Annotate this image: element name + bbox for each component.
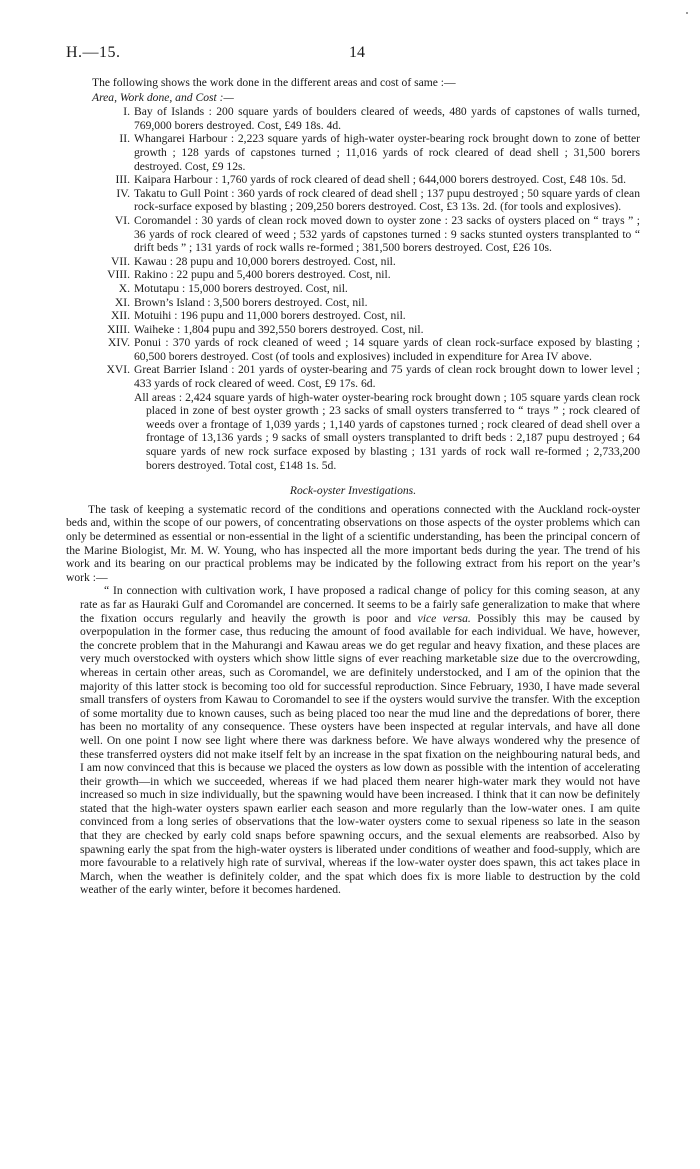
intro-text: The following shows the work done in the different areas and cost of same :— [92, 76, 456, 89]
area-number: XI. [114, 295, 130, 309]
area-number: VII. [111, 254, 130, 268]
area-text: Kawau : 28 pupu and 10,000 borers destroyed. Cost, nil. [134, 254, 396, 268]
area-number: XIII. [107, 322, 130, 336]
area-number: XII. [111, 309, 130, 323]
quote-italic-phrase: vice versa. [417, 611, 471, 625]
list-item [66, 187, 640, 214]
page-corner-mark [686, 12, 688, 14]
area-text: Whangarei Harbour : 2,223 square yards of high-water oyster-bearing rock brought down to zone of better growth ; 128 yards of capstones turned ; 11,016 yards of rock cleared of dead shell ; 31,500 borers destroyed. Cost, £9 12s. [134, 132, 640, 173]
list-item [66, 214, 640, 255]
area-text: Ponui : 370 yards of rock cleaned of weed ; 14 square yards of clean rock-surface exposed by blasting ; 60,500 borers destroyed. Cost (of tools and explosives) included in expenditure for Area IV above. [134, 336, 640, 363]
area-number: IV. [116, 186, 130, 200]
area-heading: Area, Work done, and Cost :— [92, 90, 234, 104]
section-title: Rock-oyster Investigations. [289, 484, 417, 498]
area-text: Motuihi : 196 pupu and 11,000 borers destroyed. Cost, nil. [134, 309, 406, 323]
page-number: 14 [349, 44, 365, 61]
body-paragraph: The task of keeping a systematic record of the conditions and operations connected with the Auckland rock-oyster beds and, within the scope of our powers, of concentrating observations on those aspects of the oyster problems which can only be determined as essential or non-essential in the light of a scientific understanding, has been the principal concern of the Marine Biologist, Mr. M. W. Young, who has inspected all the more important beds during the year. The trend of his work and its bearing on our practical problems may be indicated by the following extract from his report on the year’s work :— [66, 502, 640, 584]
list-item [66, 132, 640, 173]
list-item [66, 255, 640, 269]
area-text: Coromandel : 30 yards of clean rock moved down to oyster zone : 23 sacks of oysters placed on “ trays ” ; 36 yards of rock cleared of weed ; 532 yards of capstones turned : 9 sacks stunted oysters transplanted to “ drift beds ” ; 131 yards of rock walls re-formed ; 381,500 borers destroyed. Cost, £26 10s. [134, 213, 640, 255]
list-item [66, 309, 640, 323]
page-content [66, 76, 640, 897]
area-list [66, 105, 640, 390]
quote-text-part2: Possibly this may be caused by overpopulation in the former case, thus reducing the amount of food available for each individual. We have, however, the concrete problem that in the Mahurangi and Kawau areas we do get regular and heavy fixation, and these places are very much overstocked with oysters which show little signs of ever reaching marketable size due to the overcrowding, whereas in certain other areas, such as Coromandel, we are definitely understocked, and I am of the opinion that the majority of this latter stock is becoming too old for successful reproduction. Since February, 1930, I have made several small transfers of oysters from Kawau to Coromandel to see if the oysters would survive the transfer. With the exception of some mortality due to known causes, such as being placed too near the mud line and the depredations of borer, there has been no mortality of any consequence. These oysters have been inspected at regular intervals, and have all done well. On one point I now see light where there was darkness before. We have always wondered why the presence of these transferred oysters did not make itself felt by an increase in the spat fixation on the neighbouring natural beds, and I am now convinced that this is because we placed the oysters as low down as possible with the intention of accelerating their growth—in which we succeeded, whereas if we had placed them nearer high-water mark they would not have increased so much in size individually, but the spawning would have been increased. I think that it can now be definitely stated that the high-water oysters spawn earlier each season and more regularly than the low-water ones. I am quite convinced from a long series of observations that the low-water oysters come to sexual ripeness so late in the season that they are checked by early cold snaps before spawning occurs, and the sexual elements are reabsorbed. Also by spawning early the spat from the high-water oysters is liberated under conditions of weather and food-supply, which are more favourable to a relatively high rate of survival, whereas if the low-water oyster does spawn, this act takes place in March, when the weather is definitely colder, and the spat which does fix is more liable to destruction by the cold weather of the early winter, before it becomes hardened. [80, 611, 640, 897]
document-reference: H.—15. [66, 44, 121, 61]
quote-text-part1: “ In connection with cultivation work, I have proposed a radical change of policy for this coming season, at any rate as far as Hauraki Gulf and Coromandel are concerned. It seems to be a fairly safe generalization to make that where the fixation occurs regularly and heavily the growth is poor and [80, 584, 640, 625]
area-number: VI. [114, 213, 130, 227]
all-areas-summary: All areas : 2,424 square yards of high-water oyster-bearing rock brought down ; 105 square yards clean rock placed in zone of best oyster growth ; 23 sacks of small oysters transferred to “ trays ” ; rock cleared of weeds over a frontage of 1,039 yards ; 1,140 yards of capstones turned ; rock cleared of dead shell over a frontage of 13,136 yards ; 9 sacks of small oysters transplanted to drift beds : 2,187 pupu destroyed ; 64 square yards of new rock surface exposed by blasting ; 131 yards of rock wall re-formed ; 2,733,200 borers destroyed. Total cost, £148 1s. 5d. [134, 390, 640, 472]
report-quote [66, 584, 640, 897]
area-text: Rakino : 22 pupu and 5,400 borers destroyed. Cost, nil. [134, 268, 391, 282]
list-item [66, 173, 640, 187]
area-number: II. [119, 132, 130, 146]
area-number: III. [115, 173, 130, 187]
list-item [66, 336, 640, 363]
list-item [66, 282, 640, 296]
list-item [66, 363, 640, 390]
area-number: X. [118, 281, 130, 295]
list-item [66, 268, 640, 282]
area-text: Takatu to Gull Point : 360 yards of rock cleared of dead shell ; 137 pupu destroyed ; 50 square yards of clean rock-surface exposed by blasting ; 209,250 borers destroyed. Cost, £3 13s. 2d. (for tools and explosives). [134, 186, 640, 214]
area-number: XVI. [106, 363, 130, 377]
area-text: Great Barrier Island : 201 yards of oyster-bearing and 75 yards of clean rock brought down to lower level ; 433 yards of rock cleared of weed. Cost, £9 17s. 6d. [134, 363, 640, 391]
page-header [66, 44, 640, 66]
list-item [66, 105, 640, 132]
area-text: Brown’s Island : 3,500 borers destroyed. Cost, nil. [134, 295, 368, 309]
area-text: Bay of Islands : 200 square yards of boulders cleared of weeds, 480 yards of capstones of walls turned, 769,000 borers destroyed. Cost, £49 18s. 4d. [134, 105, 640, 132]
area-text: Waiheke : 1,804 pupu and 392,550 borers destroyed. Cost, nil. [134, 322, 424, 336]
area-text: Motutapu : 15,000 borers destroyed. Cost, nil. [134, 281, 348, 295]
area-number: VIII. [107, 268, 130, 282]
area-number: XIV. [107, 336, 130, 350]
list-item [66, 296, 640, 310]
list-item [66, 323, 640, 337]
area-number: I. [123, 105, 130, 119]
area-text: Kaipara Harbour : 1,760 yards of rock cleared of dead shell ; 644,000 borers destroyed. Cost, £48 10s. 5d. [134, 173, 626, 187]
